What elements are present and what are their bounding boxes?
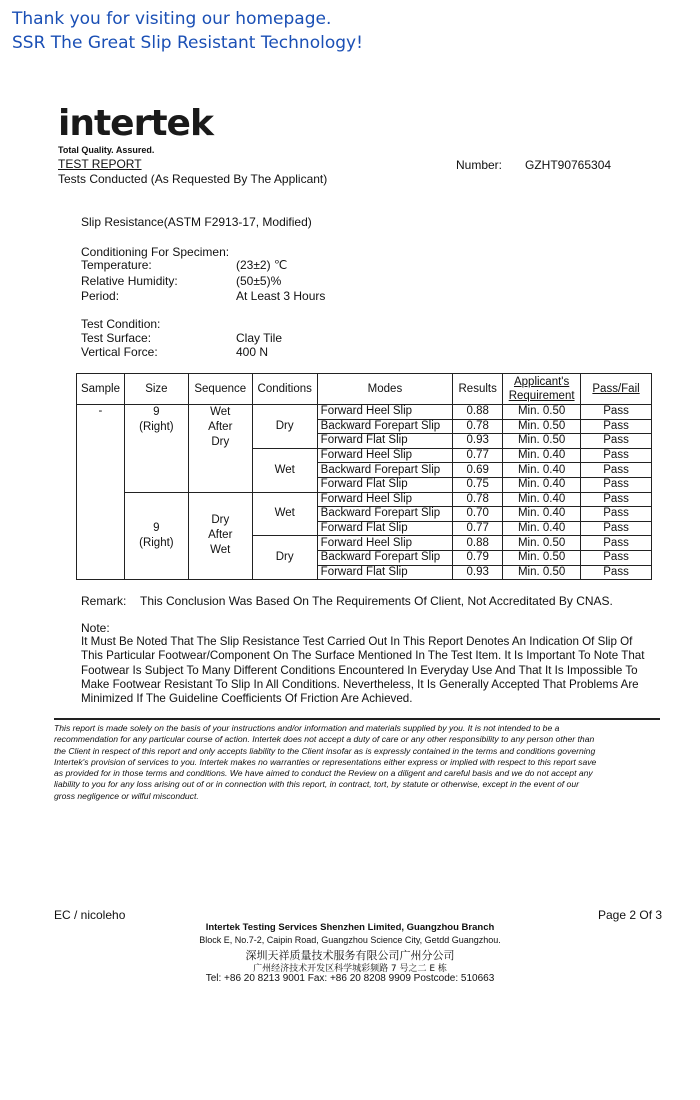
requirement-cell: Min. 0.40 xyxy=(503,521,581,536)
pass-fail-cell: Pass xyxy=(581,550,652,565)
report-subtitle: Tests Conducted (As Requested By The Applicant) xyxy=(58,172,328,186)
results-table xyxy=(76,373,652,580)
vertical-force-label: Vertical Force: xyxy=(81,345,158,359)
requirement-cell: Min. 0.50 xyxy=(503,419,581,434)
result-cell: 0.88 xyxy=(453,536,503,551)
pass-fail-cell: Pass xyxy=(581,492,652,507)
result-cell: 0.75 xyxy=(453,477,503,492)
requirement-cell: Min. 0.50 xyxy=(503,550,581,565)
remark-text: This Conclusion Was Based On The Requirements Of Client, Not Accreditated By CNAS. xyxy=(140,594,613,608)
period-label: Period: xyxy=(81,289,120,303)
footer-company-cn: 深圳天祥质量技术服务有限公司广州分公司 xyxy=(245,949,455,962)
pass-fail-cell: Pass xyxy=(581,536,652,551)
divider xyxy=(54,718,660,720)
banner-line-1: Thank you for visiting our homepage. xyxy=(12,9,332,29)
footer-author: EC / nicoleho xyxy=(54,908,126,922)
requirement-cell: Min. 0.50 xyxy=(503,405,581,420)
humidity-value: (50±5)% xyxy=(236,274,282,288)
pass-fail-cell: Pass xyxy=(581,434,652,449)
result-cell: 0.93 xyxy=(453,565,503,580)
logo-tagline: Total Quality. Assured. xyxy=(58,145,155,155)
note-line: Footwear Is Subject To Many Different Conditions Encountered In Everyday Use And That It Is Impossible To xyxy=(81,663,638,677)
footer-address: Block E, No.7-2, Caipin Road, Guangzhou Science City, Getdd Guangzhou. xyxy=(199,935,501,945)
pass-fail-cell: Pass xyxy=(581,448,652,463)
test-condition-heading: Test Condition: xyxy=(81,317,161,331)
pass-fail-cell: Pass xyxy=(581,565,652,580)
disclaimer-line: This report is made solely on the basis of your instructions and/or information and materials supplied by you. It is not intended to be a xyxy=(54,723,560,733)
table-body xyxy=(77,405,652,580)
note-line: It Must Be Noted That The Slip Resistance Test Carried Out In This Report Denotes An Indication Of Slip Of xyxy=(81,635,633,648)
mode-cell: Forward Flat Slip xyxy=(317,477,453,492)
condition-cell: Dry xyxy=(252,536,317,580)
temperature-value: (23±2) ℃ xyxy=(236,258,288,272)
result-cell: 0.77 xyxy=(453,521,503,536)
pass-fail-cell: Pass xyxy=(581,419,652,434)
requirement-cell: Min. 0.40 xyxy=(503,507,581,522)
mode-cell: Backward Forepart Slip xyxy=(317,419,453,434)
requirement-cell: Min. 0.50 xyxy=(503,536,581,551)
header-conditions: Conditions xyxy=(252,374,317,405)
footer-address-cn: 广州经济技术开发区科学城彩频路 7 号之二 E 栋 xyxy=(253,964,447,974)
note-line: Make Footwear Resistant To Slip In All Conditions. Nevertheless, It Is Generally Accepted That Problems Are xyxy=(81,677,639,691)
requirement-cell: Min. 0.40 xyxy=(503,448,581,463)
note-label: Note: xyxy=(81,621,110,635)
disclaimer-line: gross negligence or wilful misconduct. xyxy=(54,790,199,801)
disclaimer-line: as provided for in those terms and conditions. We have aimed to conduct the Review on a diligent and careful basis and we do not accept any xyxy=(54,768,593,779)
table-row xyxy=(77,492,652,507)
disclaimer-line: Intertek's provision of services to you. Intertek makes no warranties or representations either express or implied with respect to this report save xyxy=(54,756,597,767)
report-number-label: Number: xyxy=(456,158,503,172)
requirement-cell: Min. 0.50 xyxy=(503,565,581,580)
header-results: Results xyxy=(453,374,503,405)
disclaimer-line: recommendation for any particular course of action. Intertek does not accept a duty of care or any other responsibility to any person other than xyxy=(54,734,595,745)
result-cell: 0.88 xyxy=(453,405,503,420)
pass-fail-cell: Pass xyxy=(581,521,652,536)
header-sequence: Sequence xyxy=(188,374,252,405)
mode-cell: Backward Forepart Slip xyxy=(317,463,453,478)
footer-contact: Tel: +86 20 8213 9001 Fax: +86 20 8208 9909 Postcode: 510663 xyxy=(205,973,495,984)
humidity-label: Relative Humidity: xyxy=(81,274,178,288)
result-cell: 0.78 xyxy=(453,419,503,434)
requirement-cell: Min. 0.40 xyxy=(503,492,581,507)
disclaimer-line: the Client in respect of this report and only accepts liability to the Client insofar as is expressly contained in the terms and conditions governing xyxy=(54,745,596,756)
disclaimer-line: liability to you for any loss arising out of or in connection with this report, in contract, tort, by statute or otherwise, except in the event of our xyxy=(54,779,579,790)
size-cell: 9 (Right) xyxy=(124,405,188,493)
condition-cell: Wet xyxy=(252,492,317,536)
disclaimer xyxy=(54,723,660,802)
table-row xyxy=(77,405,652,420)
footer-company: Intertek Testing Services Shenzhen Limited, Guangzhou Branch xyxy=(205,922,495,933)
test-surface-label: Test Surface: xyxy=(81,331,152,345)
mode-cell: Forward Heel Slip xyxy=(317,448,453,463)
note-line: This Particular Footwear/Component On The Surface Mentioned In The Test Item. It Is Important To Note That xyxy=(81,649,645,663)
result-cell: 0.77 xyxy=(453,448,503,463)
condition-cell: Dry xyxy=(252,405,317,449)
intertek-logo: intertek xyxy=(58,103,213,144)
period-value: At Least 3 Hours xyxy=(236,289,326,303)
result-cell: 0.93 xyxy=(453,434,503,449)
result-cell: 0.70 xyxy=(453,507,503,522)
mode-cell: Forward Flat Slip xyxy=(317,521,453,536)
footer-page: Page 2 Of 3 xyxy=(598,908,663,922)
pass-fail-cell: Pass xyxy=(581,507,652,522)
conditioning-heading: Conditioning For Specimen: xyxy=(81,245,230,259)
report-title: TEST REPORT xyxy=(58,157,142,171)
mode-cell: Backward Forepart Slip xyxy=(317,550,453,565)
test-surface-value: Clay Tile xyxy=(236,331,283,345)
header-requirement-line2: Requirement xyxy=(508,390,575,402)
pass-fail-cell: Pass xyxy=(581,463,652,478)
result-cell: 0.69 xyxy=(453,463,503,478)
mode-cell: Forward Heel Slip xyxy=(317,492,453,507)
header-pass-fail: Pass/Fail xyxy=(581,374,652,405)
mode-cell: Forward Flat Slip xyxy=(317,434,453,449)
report-number-value: GZHT90765304 xyxy=(525,158,612,172)
mode-cell: Forward Heel Slip xyxy=(317,405,453,420)
requirement-cell: Min. 0.40 xyxy=(503,477,581,492)
mode-cell: Backward Forepart Slip xyxy=(317,507,453,522)
size-cell: 9 (Right) xyxy=(124,492,188,580)
mode-cell: Forward Flat Slip xyxy=(317,565,453,580)
header-requirement-line1: Applicant's xyxy=(513,376,570,388)
sample-cell: - xyxy=(77,405,125,580)
banner-line-2: SSR The Great Slip Resistant Technology! xyxy=(12,33,363,53)
pass-fail-cell: Pass xyxy=(581,477,652,492)
condition-cell: Wet xyxy=(252,448,317,492)
header-requirement xyxy=(503,374,581,405)
test-name: Slip Resistance(ASTM F2913-17, Modified) xyxy=(81,215,312,229)
vertical-force-value: 400 N xyxy=(236,345,269,359)
mode-cell: Forward Heel Slip xyxy=(317,536,453,551)
remark-label: Remark: xyxy=(81,594,127,608)
header-size: Size xyxy=(124,374,188,405)
requirement-cell: Min. 0.40 xyxy=(503,463,581,478)
result-cell: 0.79 xyxy=(453,550,503,565)
table-header-row xyxy=(77,374,652,405)
note-line: Minimized If The Guideline Coefficients Of Friction Are Achieved. xyxy=(81,692,413,706)
result-cell: 0.78 xyxy=(453,492,503,507)
sequence-cell: Wet After Dry xyxy=(188,405,252,493)
temperature-label: Temperature: xyxy=(81,258,152,272)
sequence-cell: Dry After Wet xyxy=(188,492,252,580)
header-modes: Modes xyxy=(317,374,453,405)
header-sample: Sample xyxy=(77,374,125,405)
pass-fail-cell: Pass xyxy=(581,405,652,420)
requirement-cell: Min. 0.50 xyxy=(503,434,581,449)
note-body xyxy=(81,635,681,706)
